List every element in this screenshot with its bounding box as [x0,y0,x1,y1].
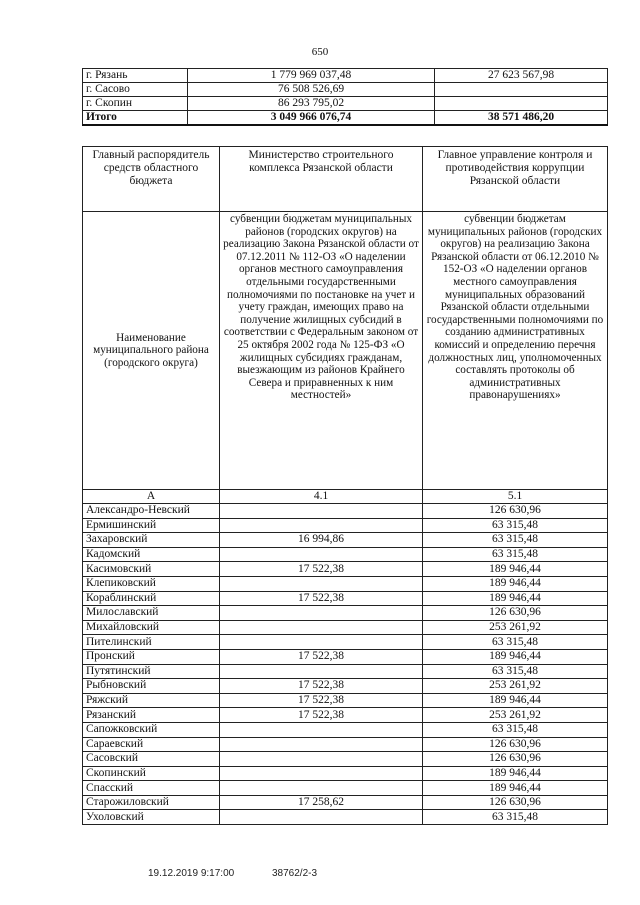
district-name: Милославский [83,606,220,621]
value-5-1: 63 315,48 [423,547,608,562]
district-name: Спасский [83,781,220,796]
district-name: Касимовский [83,562,220,577]
value-4-1: 17 522,38 [220,708,423,723]
summary-value-2 [435,83,608,97]
table-row [83,722,608,737]
value-4-1 [220,737,423,752]
table-row [83,781,608,796]
header-col0-title: Главный распорядитель средств областного бюджета [83,147,220,212]
summary-value-1: 3 049 966 076,74 [188,111,435,126]
district-name: Александро-Невский [83,504,220,519]
value-4-1 [220,576,423,591]
value-5-1: 253 261,92 [423,679,608,694]
summary-name: г. Рязань [83,69,188,83]
summary-row [83,83,608,97]
header-col1-subtitle: субвенции бюджетам муниципальных районов (городских округов) на реализацию Закона Рязанской области от 07.12.2011 № 112-ОЗ «О наделении органов местного самоуправления отдельными государственными полномочиями по постановке на учет и учету граждан, имеющих право на получение жилищных субсидий в соответствии с Федеральным законом от 25 октября 2002 года № 125-ФЗ «О жилищных субсидиях гражданам, выезжающим из районов Крайнего Севера и приравненных к ним местностей» [220,212,423,490]
header-col0-subtitle: Наименование муниципального района (городского округа) [83,212,220,490]
value-4-1 [220,635,423,650]
header-col2-subtitle: субвенции бюджетам муниципальных районов (городских округов) на реализацию Закона Рязанской области от 06.12.2010 № 152-ОЗ «О наделении органов местного самоуправления муниципальных образований Рязанской области отдельными государственными полномочиями по созданию административных комиссий и определению перечня должностных лиц, уполномоченных составлять протоколы об административных правонарушениях» [423,212,608,490]
table-row [83,693,608,708]
value-5-1: 253 261,92 [423,620,608,635]
summary-value-1: 86 293 795,02 [188,97,435,111]
table-row [83,708,608,723]
value-4-1 [220,752,423,767]
summary-row [83,69,608,83]
summary-row [83,111,608,126]
summary-value-2 [435,97,608,111]
value-5-1: 126 630,96 [423,752,608,767]
value-5-1: 63 315,48 [423,518,608,533]
value-4-1 [220,664,423,679]
table-row [83,533,608,548]
district-name: Сапожковский [83,722,220,737]
district-name: Старожиловский [83,795,220,810]
table-row [83,635,608,650]
table-row [83,591,608,606]
value-5-1: 253 261,92 [423,708,608,723]
table-row [83,547,608,562]
value-4-1: 17 522,38 [220,649,423,664]
value-4-1 [220,547,423,562]
footer-timestamp: 19.12.2019 9:17:00 [148,868,235,879]
table-row [83,606,608,621]
header-row [83,147,608,212]
value-4-1 [220,518,423,533]
value-4-1 [220,810,423,825]
value-5-1: 189 946,44 [423,781,608,796]
district-name: Путятинский [83,664,220,679]
district-name: Кораблинский [83,591,220,606]
value-5-1: 189 946,44 [423,766,608,781]
summary-value-2: 27 623 567,98 [435,69,608,83]
table-row [83,664,608,679]
index-row [83,490,608,504]
district-name: Сараевский [83,737,220,752]
header-col1-title: Министерство строительного комплекса Рязанской области [220,147,423,212]
table-row [83,737,608,752]
table-row [83,576,608,591]
district-name: Михайловский [83,620,220,635]
value-4-1 [220,620,423,635]
value-4-1: 17 522,38 [220,591,423,606]
value-4-1: 17 522,38 [220,693,423,708]
value-5-1: 126 630,96 [423,737,608,752]
table-row [83,679,608,694]
summary-name: Итого [83,111,188,126]
summary-name: г. Сасово [83,83,188,97]
index-col2: 5.1 [423,490,608,504]
district-name: Пронский [83,649,220,664]
table-row [83,810,608,825]
value-5-1: 63 315,48 [423,533,608,548]
subtitle-row [83,212,608,490]
value-5-1: 189 946,44 [423,562,608,577]
value-5-1: 126 630,96 [423,606,608,621]
value-4-1 [220,766,423,781]
value-4-1 [220,504,423,519]
value-5-1: 189 946,44 [423,591,608,606]
value-4-1: 17 522,38 [220,562,423,577]
value-5-1: 189 946,44 [423,649,608,664]
value-5-1: 189 946,44 [423,693,608,708]
value-5-1: 63 315,48 [423,810,608,825]
value-4-1: 16 994,86 [220,533,423,548]
value-4-1 [220,781,423,796]
summary-value-1: 1 779 969 037,48 [188,69,435,83]
footer-doc-code: 38762/2-3 [272,868,318,879]
index-col0: А [83,490,220,504]
table-row [83,504,608,519]
header-col2-title: Главное управление контроля и противодействия коррупции Рязанской области [423,147,608,212]
page-number: 650 [311,46,329,58]
value-5-1: 63 315,48 [423,664,608,679]
summary-value-2: 38 571 486,20 [435,111,608,126]
value-4-1: 17 522,38 [220,679,423,694]
table-row [83,795,608,810]
table-row [83,649,608,664]
district-name: Пителинский [83,635,220,650]
district-name: Рязанский [83,708,220,723]
value-5-1: 63 315,48 [423,722,608,737]
value-5-1: 63 315,48 [423,635,608,650]
district-name: Захаровский [83,533,220,548]
subvention-table [82,146,608,825]
district-name: Рыбновский [83,679,220,694]
table-row [83,620,608,635]
table-row [83,518,608,533]
index-col1: 4.1 [220,490,423,504]
table-row [83,562,608,577]
value-4-1: 17 258,62 [220,795,423,810]
district-name: Ермишинский [83,518,220,533]
district-name: Клепиковский [83,576,220,591]
table-row [83,766,608,781]
district-name: Ряжский [83,693,220,708]
value-5-1: 189 946,44 [423,576,608,591]
summary-name: г. Скопин [83,97,188,111]
value-5-1: 126 630,96 [423,504,608,519]
value-4-1 [220,722,423,737]
summary-value-1: 76 508 526,69 [188,83,435,97]
district-name: Ухоловский [83,810,220,825]
summary-table [82,68,608,126]
district-name: Кадомский [83,547,220,562]
district-name: Скопинский [83,766,220,781]
value-5-1: 126 630,96 [423,795,608,810]
summary-row [83,97,608,111]
value-4-1 [220,606,423,621]
district-name: Сасовский [83,752,220,767]
table-row [83,752,608,767]
